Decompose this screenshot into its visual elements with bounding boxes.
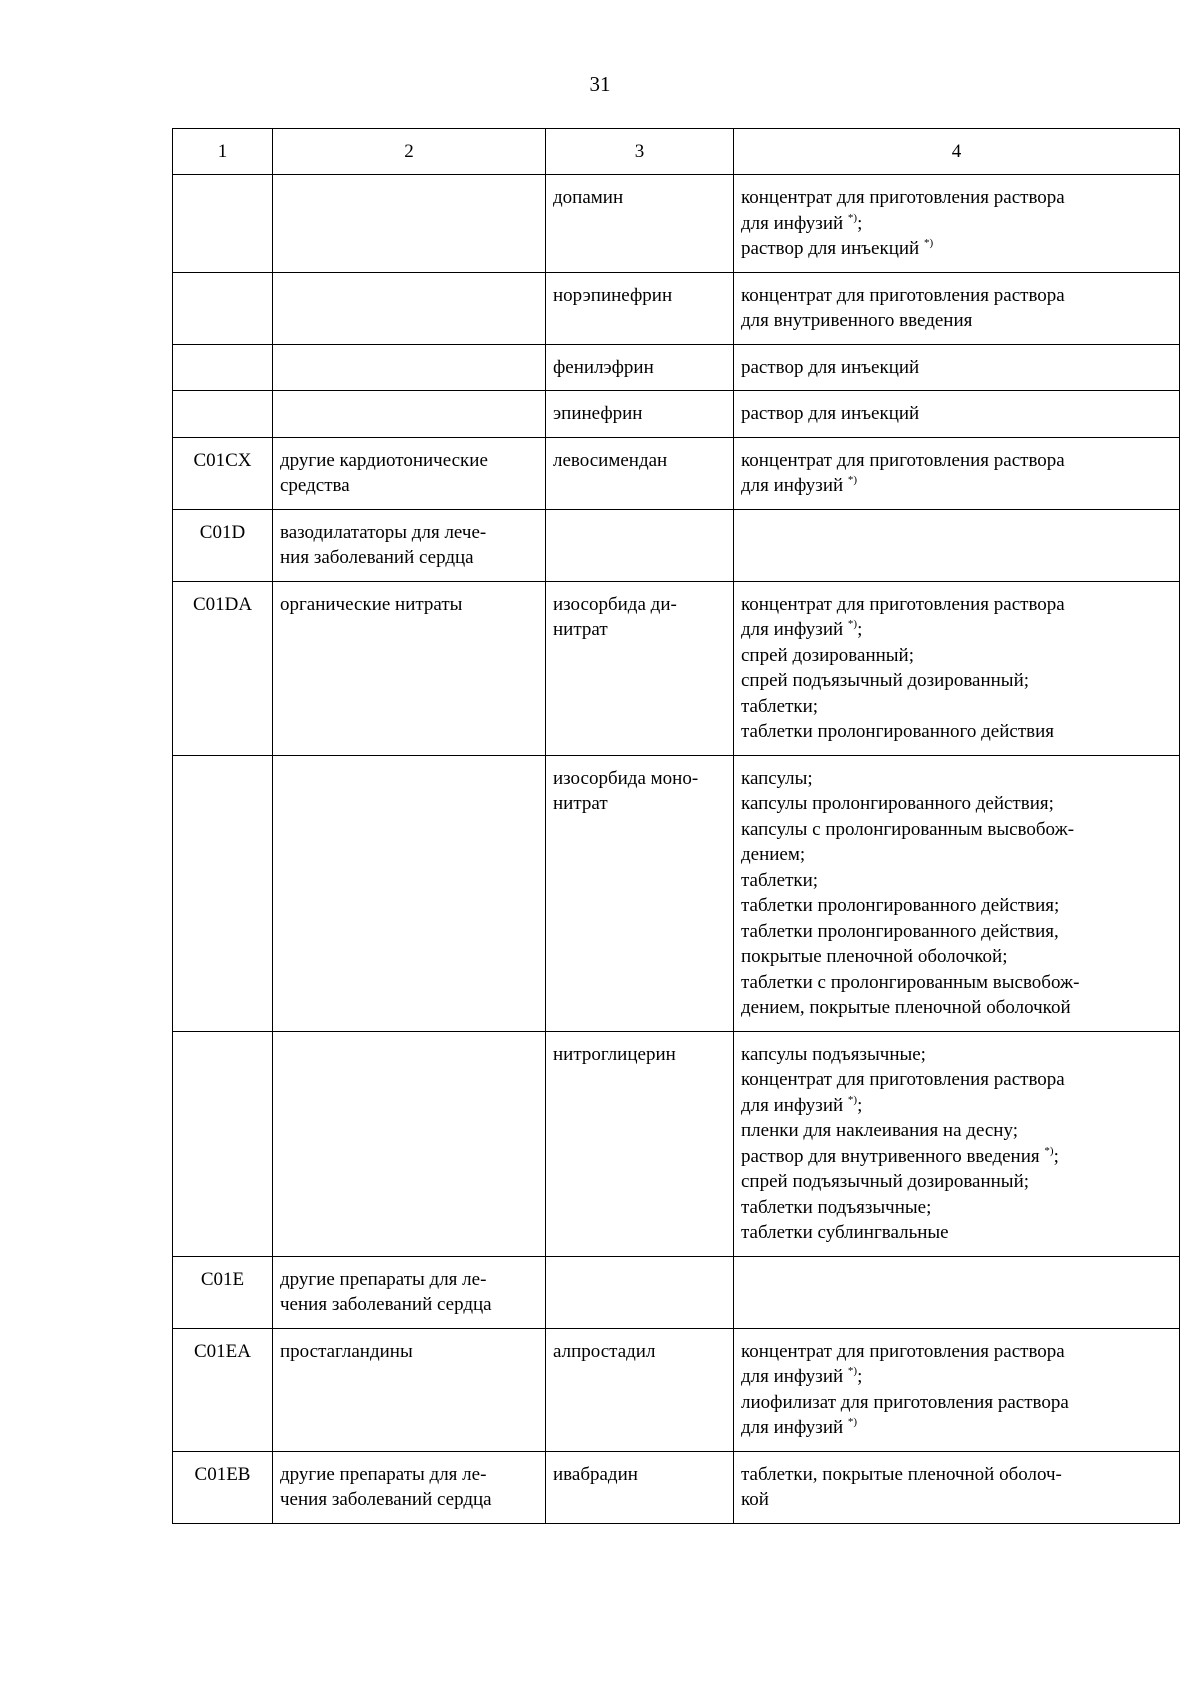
- dosage-form-line: [741, 592, 1172, 618]
- punctuation: ;: [1053, 1145, 1059, 1167]
- footnote-marker: *): [847, 474, 858, 486]
- group-name-line: чения заболеваний сердца: [280, 1294, 492, 1315]
- dosage-form-line: [741, 617, 1172, 643]
- dosage-form-text: капсулы пролонгированного действия;: [741, 793, 1054, 814]
- atc-code-cell: C01CX: [173, 437, 273, 509]
- group-name-line: другие препараты для ле-: [280, 1268, 487, 1290]
- drug-name-line: ивабрадин: [553, 1463, 638, 1485]
- dosage-form-line: [741, 185, 1172, 211]
- drug-name-cell: [546, 175, 734, 273]
- dosage-form-line: [741, 944, 1172, 970]
- header-cell-1: 1: [173, 129, 273, 175]
- dosage-form-line: [741, 236, 1172, 262]
- atc-code-cell: [173, 272, 273, 344]
- dosage-form-text: для внутривенного введения: [741, 310, 973, 331]
- dosage-form-line: [741, 643, 1172, 669]
- dosage-form-text: капсулы с пролонгированным высвобож-: [741, 818, 1075, 840]
- dosage-form-text: спрей подъязычный дозированный;: [741, 670, 1030, 691]
- dosage-form-line: [741, 893, 1172, 919]
- punctuation: ;: [857, 1094, 863, 1116]
- page-number: 31: [589, 72, 611, 96]
- footnote-marker: *): [1044, 1144, 1054, 1157]
- dosage-forms-cell: [734, 175, 1180, 273]
- dosage-forms-cell: [734, 1256, 1180, 1328]
- dosage-form-text: кой: [741, 1489, 769, 1510]
- dosage-form-text: лиофилизат для приготовления раствора: [741, 1391, 1069, 1413]
- group-name-cell: [273, 1031, 546, 1256]
- table-row: [173, 437, 1180, 509]
- table-row: [173, 391, 1180, 438]
- dosage-form-line: [741, 970, 1172, 996]
- group-name-cell: [273, 344, 546, 391]
- dosage-form-text: концентрат для приготовления раствора: [741, 187, 1065, 208]
- header-cell-2: 2: [273, 129, 546, 175]
- atc-code-cell: [173, 344, 273, 391]
- drug-name-line: алпростадил: [553, 1340, 656, 1362]
- atc-code-cell: C01D: [173, 509, 273, 581]
- atc-code-cell: C01E: [173, 1256, 273, 1328]
- footnote-marker: *): [847, 618, 858, 630]
- table-row: [173, 1031, 1180, 1256]
- dosage-form-line: [741, 1220, 1172, 1246]
- dosage-form-text: таблетки;: [741, 869, 819, 891]
- drug-name-cell: [546, 391, 734, 438]
- drug-name-cell: [546, 1031, 734, 1256]
- table-row: [173, 509, 1180, 581]
- dosage-form-text: таблетки;: [741, 695, 819, 717]
- dosage-form-line: [741, 1487, 1172, 1513]
- dosage-form-text: спрей подъязычный дозированный;: [741, 1171, 1030, 1192]
- dosage-forms-cell: [734, 272, 1180, 344]
- dosage-form-text: капсулы подъязычные;: [741, 1043, 926, 1065]
- group-name-line: другие препараты для ле-: [280, 1463, 487, 1485]
- drug-name-line: левосимендан: [553, 449, 668, 471]
- drug-name-cell: [546, 272, 734, 344]
- group-name-cell: [273, 1451, 546, 1523]
- dosage-form-text: концентрат для приготовления раствора: [741, 1069, 1065, 1090]
- group-name-cell: [273, 581, 546, 755]
- footnote-marker: *): [923, 237, 934, 249]
- table-row: [173, 344, 1180, 391]
- dosage-form-line: [741, 868, 1172, 894]
- footnote-marker: *): [847, 211, 858, 224]
- drug-name-line: норэпинефрин: [553, 284, 673, 306]
- drug-name-line: изосорбида моно-: [553, 767, 699, 789]
- drug-table-body: [173, 129, 1180, 1524]
- dosage-form-text: таблетки сублингвальные: [741, 1222, 949, 1243]
- dosage-forms-cell: [734, 1451, 1180, 1523]
- punctuation: ;: [857, 619, 863, 640]
- dosage-form-line: [741, 1390, 1172, 1416]
- dosage-form-line: [741, 1042, 1172, 1068]
- dosage-form-text: таблетки пролонгированного действия: [741, 721, 1054, 742]
- drug-name-line: изосорбида ди-: [553, 593, 677, 615]
- atc-code-cell: [173, 391, 273, 438]
- drug-name-cell: [546, 1256, 734, 1328]
- dosage-form-line: [741, 211, 1172, 237]
- dosage-form-line: [741, 448, 1172, 474]
- dosage-form-text: для инфузий: [741, 1417, 848, 1438]
- dosage-form-text: пленки для наклеивания на десну;: [741, 1120, 1018, 1141]
- group-name-cell: [273, 437, 546, 509]
- group-name-cell: [273, 391, 546, 438]
- dosage-form-text: таблетки пролонгированного действия,: [741, 920, 1059, 942]
- footnote-marker: *): [847, 1093, 858, 1106]
- dosage-form-text: дением;: [741, 844, 806, 865]
- dosage-form-text: раствор для внутривенного введения: [741, 1145, 1045, 1167]
- group-name-line: другие кардиотонические: [280, 449, 488, 471]
- group-name-line: вазодилататоры для лече-: [280, 521, 487, 543]
- dosage-form-text: таблетки пролонгированного действия;: [741, 895, 1060, 916]
- dosage-form-line: [741, 791, 1172, 817]
- dosage-form-text: таблетки с пролонгированным высвобож-: [741, 971, 1080, 993]
- dosage-form-line: [741, 1118, 1172, 1144]
- atc-code-cell: [173, 1031, 273, 1256]
- dosage-form-line: [741, 1093, 1172, 1119]
- dosage-form-line: [741, 1415, 1172, 1441]
- footnote-marker: *): [847, 1416, 858, 1428]
- dosage-form-text: для инфузий: [741, 1094, 848, 1116]
- dosage-form-text: таблетки, покрытые пленочной оболоч-: [741, 1463, 1062, 1485]
- dosage-form-line: [741, 283, 1172, 309]
- dosage-form-text: концентрат для приготовления раствора: [741, 1340, 1065, 1362]
- dosage-form-line: [741, 355, 1172, 381]
- drug-name-cell: [546, 581, 734, 755]
- dosage-form-text: для инфузий: [741, 1366, 848, 1387]
- dosage-form-text: для инфузий: [741, 212, 848, 234]
- dosage-form-text: для инфузий: [741, 475, 848, 496]
- group-name-cell: [273, 509, 546, 581]
- dosage-form-line: [741, 1339, 1172, 1365]
- group-name-cell: [273, 1328, 546, 1451]
- drug-name-cell: [546, 509, 734, 581]
- atc-code-cell: [173, 175, 273, 273]
- table-row: [173, 581, 1180, 755]
- dosage-form-line: [741, 1169, 1172, 1195]
- dosage-form-line: [741, 817, 1172, 843]
- table-row: [173, 755, 1180, 1031]
- header-cell-3: 3: [546, 129, 734, 175]
- dosage-form-line: [741, 1462, 1172, 1488]
- dosage-forms-cell: [734, 581, 1180, 755]
- drug-name-cell: [546, 437, 734, 509]
- punctuation: ;: [857, 212, 863, 234]
- dosage-form-line: [741, 694, 1172, 720]
- drug-name-cell: [546, 755, 734, 1031]
- footnote-marker: *): [847, 1365, 858, 1377]
- table-header-row: [173, 129, 1180, 175]
- dosage-form-line: [741, 1144, 1172, 1170]
- drug-name-line: эпинефрин: [553, 403, 643, 424]
- group-name-cell: [273, 755, 546, 1031]
- dosage-forms-cell: [734, 509, 1180, 581]
- group-name-line: средства: [280, 475, 350, 496]
- dosage-form-text: раствор для инъекций: [741, 238, 924, 259]
- dosage-form-line: [741, 1195, 1172, 1221]
- dosage-form-text: концентрат для приготовления раствора: [741, 449, 1065, 471]
- dosage-form-line: [741, 308, 1172, 334]
- dosage-form-text: таблетки подъязычные;: [741, 1196, 932, 1218]
- dosage-form-line: [741, 766, 1172, 792]
- dosage-form-line: [741, 401, 1172, 427]
- dosage-form-line: [741, 842, 1172, 868]
- group-name-cell: [273, 272, 546, 344]
- dosage-forms-cell: [734, 344, 1180, 391]
- dosage-forms-cell: [734, 437, 1180, 509]
- table-row: [173, 272, 1180, 344]
- dosage-forms-cell: [734, 1031, 1180, 1256]
- dosage-forms-cell: [734, 1328, 1180, 1451]
- dosage-form-text: раствор для инъекций: [741, 403, 920, 424]
- dosage-form-line: [741, 1067, 1172, 1093]
- drug-table: [172, 128, 1180, 1524]
- drug-name-line: фенилэфрин: [553, 356, 654, 378]
- dosage-form-text: концентрат для приготовления раствора: [741, 284, 1065, 306]
- drug-name-line: допамин: [553, 187, 624, 208]
- dosage-form-text: спрей дозированный;: [741, 644, 914, 666]
- drug-name-line: нитрат: [553, 793, 608, 814]
- dosage-form-line: [741, 719, 1172, 745]
- dosage-form-line: [741, 919, 1172, 945]
- dosage-form-line: [741, 995, 1172, 1021]
- table-row: [173, 1256, 1180, 1328]
- header-cell-4: 4: [734, 129, 1180, 175]
- drug-name-line: нитроглицерин: [553, 1043, 676, 1065]
- drug-name-line: нитрат: [553, 619, 608, 640]
- atc-code-cell: [173, 755, 273, 1031]
- atc-code-cell: C01EA: [173, 1328, 273, 1451]
- atc-code-cell: C01DA: [173, 581, 273, 755]
- table-row: [173, 1328, 1180, 1451]
- dosage-form-text: для инфузий: [741, 619, 848, 640]
- dosage-form-line: [741, 1364, 1172, 1390]
- dosage-form-text: капсулы;: [741, 767, 813, 789]
- dosage-form-line: [741, 473, 1172, 499]
- dosage-form-line: [741, 668, 1172, 694]
- drug-name-cell: [546, 1451, 734, 1523]
- group-name-line: чения заболеваний сердца: [280, 1489, 492, 1510]
- group-name-cell: [273, 175, 546, 273]
- group-name-cell: [273, 1256, 546, 1328]
- atc-code-cell: C01EB: [173, 1451, 273, 1523]
- table-row: [173, 1451, 1180, 1523]
- dosage-form-text: концентрат для приготовления раствора: [741, 593, 1065, 615]
- drug-name-cell: [546, 344, 734, 391]
- dosage-form-text: раствор для инъекций: [741, 356, 920, 378]
- punctuation: ;: [857, 1366, 863, 1387]
- table-row: [173, 175, 1180, 273]
- dosage-forms-cell: [734, 391, 1180, 438]
- group-name-line: простагландины: [280, 1340, 413, 1362]
- dosage-forms-cell: [734, 755, 1180, 1031]
- group-name-line: ния заболеваний сердца: [280, 547, 474, 568]
- dosage-form-text: дением, покрытые пленочной оболочкой: [741, 997, 1071, 1018]
- drug-name-cell: [546, 1328, 734, 1451]
- dosage-form-text: покрытые пленочной оболочкой;: [741, 946, 1008, 967]
- group-name-line: органические нитраты: [280, 593, 463, 615]
